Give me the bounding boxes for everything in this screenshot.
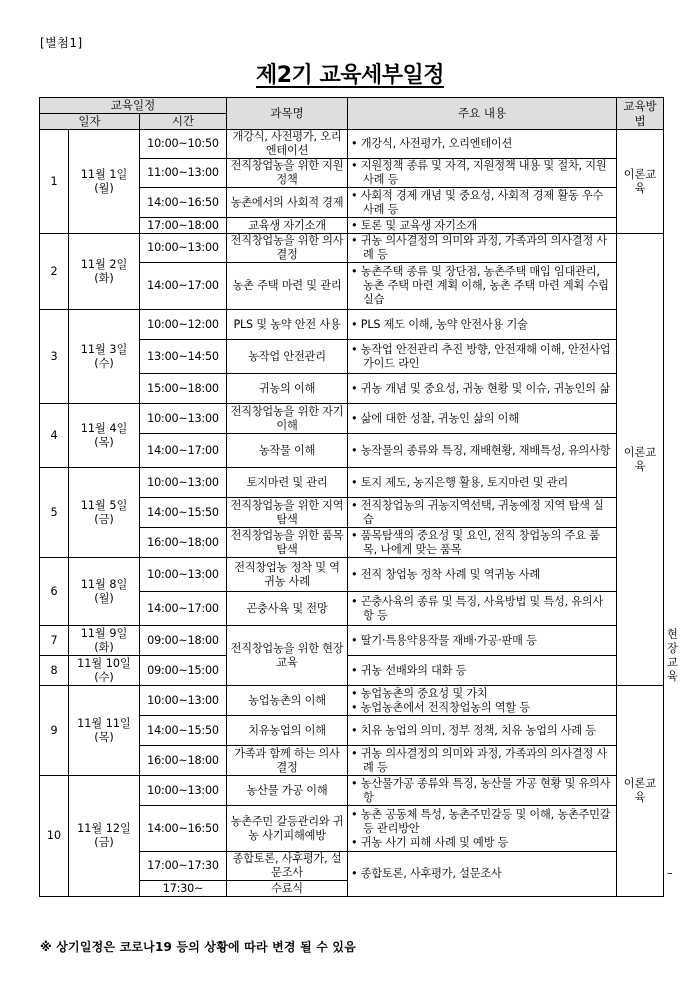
weekday-text: (목) [94,435,114,449]
date-text: 11월 12일 [77,822,131,835]
weekday-text: (월) [94,591,114,605]
row-subject: 농촌 주택 마련 및 관리 [227,263,348,310]
content-bullet: • 곤충사육의 종류 및 특징, 사육방법 및 특성, 유의사항 등 [351,595,613,623]
header-method: 교육방법 [617,98,664,130]
content-bullet: • 전직 창업농 정착 사례 및 역귀농 사례 [351,568,613,582]
row-content [348,218,617,234]
table-row [40,234,664,263]
row-date [69,468,140,558]
row-content [348,852,617,897]
content-bullet: • 품목탐색의 중요성 및 요인, 전직 창업농의 주요 품목, 나에게 맞는 품목 [351,529,613,557]
table-row [40,656,664,686]
weekday-text: (금) [94,836,114,849]
method-cell: 이론교육 [617,130,664,234]
row-date [69,404,140,468]
date-text: 11월 3일 [80,342,128,356]
row-content [348,558,617,592]
row-subject: 농촌주민 갈등관리와 귀농 사기피해예방 [227,806,348,852]
row-number: 2 [40,234,69,310]
header-content: 주요 내용 [348,98,617,130]
row-time: 09:00~18:00 [140,626,227,656]
method-cell: 이론교육 [617,686,664,897]
row-content [348,776,617,806]
row-subject: 개강식, 사전평가, 오리엔테이션 [227,130,348,159]
row-subject: 곤충사육 및 전망 [227,592,348,626]
table-row [40,686,664,716]
content-bullet: • 토지 제도, 농지은행 활용, 토지마련 및 관리 [351,476,613,490]
row-date [69,130,140,234]
row-time: 14:00~15:50 [140,716,227,746]
row-content [348,686,617,716]
content-bullet: • 농업농촌에서 전직창업농의 역할 등 [351,701,613,715]
weekday-text: (화) [94,271,114,285]
weekday-text: (화) [94,640,114,654]
date-text: 11월 1일 [80,167,128,181]
row-number: 8 [40,656,69,686]
row-subject: 전직창업농을 위한 지원정책 [227,159,348,188]
weekday-text: (수) [94,356,114,370]
content-bullet: • 귀농 의사결정의 의미와 과정, 가족과의 의사결정 사례 등 [351,234,613,262]
header-time: 시간 [140,114,227,130]
row-time: 15:00~18:00 [140,374,227,404]
page-title: 제2기 교육세부일정 [256,63,444,88]
row-subject: PLS 및 농약 안전 사용 [227,310,348,340]
row-time: 10:00~12:00 [140,310,227,340]
row-date [69,626,140,656]
row-time: 10:00~13:00 [140,558,227,592]
content-bullet: • 농촌 공동체 특성, 농촌주민갈등 및 이해, 농촌주민갈등 관리방안 [351,808,613,836]
schedule-table [39,97,678,897]
row-time: 14:00~16:50 [140,806,227,852]
date-text: 11월 2일 [80,257,128,271]
row-content [348,130,617,159]
table-row [40,558,664,592]
date-text: 11월 11일 [77,716,131,730]
row-subject: 농산물 가공 이해 [227,776,348,806]
row-subject: 전직창업농을 위한 지역 탐색 [227,498,348,528]
weekday-text: (월) [94,181,114,195]
date-text: 11월 9일 [80,626,128,640]
content-bullet: • 토론 및 교육생 자기소개 [351,219,613,233]
attachment-label: [별첨1] [40,36,83,50]
row-time: 09:00~15:00 [140,656,227,686]
table-row [40,130,664,159]
row-subject: 수료식 [227,881,348,897]
method-cell: 이론교육 [617,234,664,686]
row-number: 7 [40,626,69,656]
row-time: 10:00~13:00 [140,776,227,806]
row-date [69,776,140,897]
row-content [348,188,617,218]
row-time: 14:00~16:50 [140,188,227,218]
table-row: 17:00~17:30 종합토론, 사후평가, 설문조사 • 종합토론, 사후평가, 설문조사 – [40,852,664,881]
row-content [348,404,617,434]
row-content [348,340,617,374]
row-time: 17:00~17:30 [140,852,227,881]
row-number: 4 [40,404,69,468]
content-bullet: • 사회적 경제 개념 및 중요성, 사회적 경제 활동 우수사례 등 [351,189,613,217]
content-bullet: • 개강식, 사전평가, 오리엔테이션 [351,137,613,151]
row-content [348,263,617,310]
header-subject: 과목명 [227,98,348,130]
content-bullet: • 지원정책 종류 및 자격, 지원정책 내용 및 절차, 지원사례 등 [351,159,613,187]
row-date [69,656,140,686]
row-time: 10:00~13:00 [140,404,227,434]
content-bullet: • 전직창업농의 귀농지역선택, 귀농예정 지역 탐색 실습 [351,499,613,527]
table-row [40,468,664,498]
content-bullet: • 종합토론, 사후평가, 설문조사 [351,867,613,881]
row-subject: 치유농업의 이해 [227,716,348,746]
content-bullet: • 농업농촌의 중요성 및 가치 [351,687,613,701]
row-time: 11:00~13:00 [140,159,227,188]
content-bullet: • 귀농 의사결정의 의미와 과정, 가족과의 의사결정 사례 등 [351,747,613,775]
row-time: 16:00~18:00 [140,746,227,776]
row-content [348,434,617,468]
date-text: 11월 4일 [80,421,128,435]
row-subject: 전직창업농을 위한 현장교육 [227,626,348,686]
row-content [348,234,617,263]
row-time: 14:00~17:00 [140,434,227,468]
row-time: 14:00~15:50 [140,498,227,528]
table-row [40,310,664,340]
row-content [348,746,617,776]
row-date [69,310,140,404]
row-subject: 전직창업농을 위한 품목 탐색 [227,528,348,558]
row-date [69,558,140,626]
header-schedule: 교육일정 [40,98,227,114]
row-time: 14:00~17:00 [140,592,227,626]
content-bullet: • 귀농 개념 및 중요성, 귀농 현황 및 이슈, 귀농인의 삶 [351,382,613,396]
row-subject: 농업농촌의 이해 [227,686,348,716]
row-content [348,806,617,852]
row-number: 5 [40,468,69,558]
page-title-wrap [0,58,700,89]
content-bullet: • 귀농 선배와의 대화 등 [351,664,613,678]
row-content [348,159,617,188]
row-subject: 전직창업농을 위한 자기이해 [227,404,348,434]
content-bullet: • 농촌주택 종류 및 장단점, 농촌주택 매입 임대관리, 농촌 주택 마련 계획 이해, 농촌 주택 마련 계획 수립 실습 [351,265,613,307]
row-content [348,626,617,656]
content-bullet: • 삶에 대한 성찰, 귀농인 삶의 이해 [351,412,613,426]
row-number: 9 [40,686,69,776]
row-number: 6 [40,558,69,626]
row-time: 14:00~17:00 [140,263,227,310]
date-text: 11월 5일 [80,498,128,512]
row-time: 17:30~ [140,881,227,897]
row-time: 10:00~13:00 [140,468,227,498]
table-row [40,776,664,806]
content-bullet: • 농산물가공 종류와 특징, 농산물 가공 현황 및 유의사항 [351,777,613,805]
row-subject: 전직창업농을 위한 의사결정 [227,234,348,263]
row-content [348,498,617,528]
table-row [40,404,664,434]
content-bullet: • PLS 제도 이해, 농약 안전사용 기술 [351,318,613,332]
row-number: 1 [40,130,69,234]
row-date [69,234,140,310]
row-time: 16:00~18:00 [140,528,227,558]
table-row: 7 11월 9일 (화) 09:00~18:00 전직창업농을 위한 현장교육 • 딸기·특용약용작물 재배·가공·판매 등 현장교육 [40,626,664,656]
row-date [69,686,140,776]
row-content [348,592,617,626]
date-text: 11월 8일 [80,577,128,591]
row-content [348,374,617,404]
row-subject: 종합토론, 사후평가, 설문조사 [227,852,348,881]
content-bullet: • 귀농 사기 피해 사례 및 예방 등 [351,836,613,850]
row-subject: 가족과 함께 하는 의사 결정 [227,746,348,776]
row-content [348,310,617,340]
row-content [348,468,617,498]
footnote: ※ 상기일정은 코로나19 등의 상황에 따라 변경 될 수 있음 [40,940,356,954]
content-bullet: • 딸기·특용약용작물 재배·가공·판매 등 [351,634,613,648]
row-subject: 교육생 자기소개 [227,218,348,234]
row-subject: 농작물 이해 [227,434,348,468]
row-number: 10 [40,776,69,897]
row-content [348,656,617,686]
row-time: 10:00~13:00 [140,234,227,263]
row-time: 17:00~18:00 [140,218,227,234]
row-content [348,716,617,746]
row-subject: 농작업 안전관리 [227,340,348,374]
row-subject: 토지마련 및 관리 [227,468,348,498]
header-day: 일자 [40,114,140,130]
content-bullet: • 농작물의 종류와 특징, 재배현황, 재배특성, 유의사항 [351,444,613,458]
row-content [348,528,617,558]
content-bullet: • 치유 농업의 의미, 정부 정책, 치유 농업의 사례 등 [351,724,613,738]
content-bullet: • 농작업 안전관리 추진 방향, 안전재해 이해, 안전사업 가이드 라인 [351,343,613,371]
weekday-text: (금) [94,512,114,526]
row-subject: 전직창업농 정착 및 역귀농 사례 [227,558,348,592]
row-subject: 귀농의 이해 [227,374,348,404]
row-time: 10:00~13:00 [140,686,227,716]
row-subject: 농촌에서의 사회적 경제 [227,188,348,218]
row-time: 13:00~14:50 [140,340,227,374]
weekday-text: (목) [94,730,114,744]
weekday-text: (수) [94,670,114,684]
row-time: 10:00~10:50 [140,130,227,159]
row-number: 3 [40,310,69,404]
date-text: 11월 10일 [77,656,131,670]
